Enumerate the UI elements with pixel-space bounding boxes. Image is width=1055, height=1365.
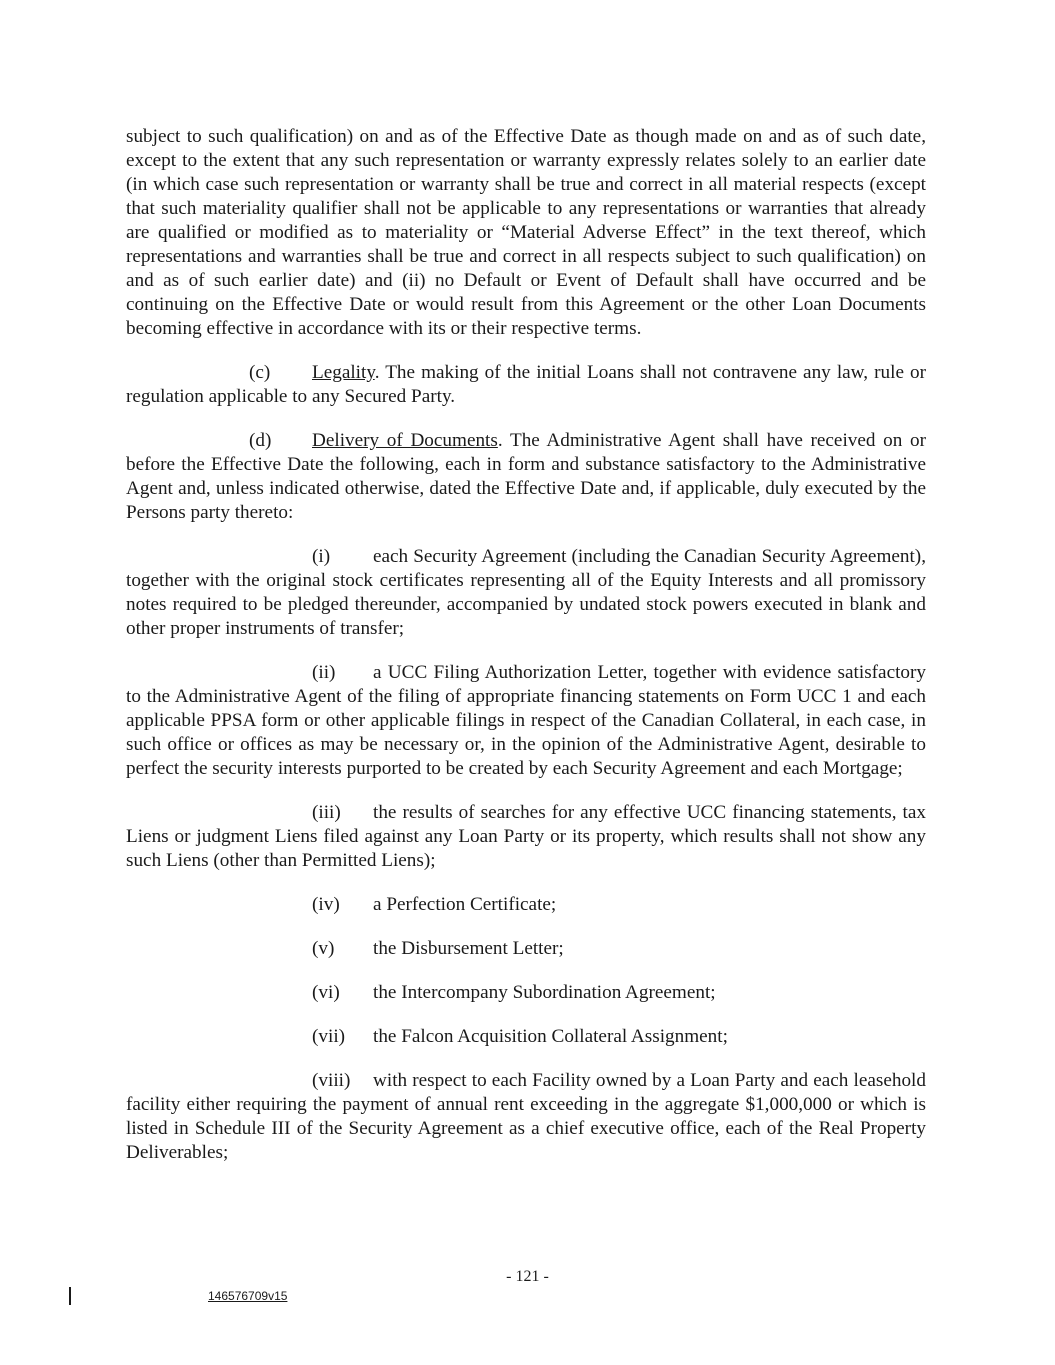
- list-item-text: a Perfection Certificate;: [373, 894, 557, 915]
- revision-bar: [69, 1287, 71, 1305]
- list-item-vii: [126, 1025, 926, 1049]
- document-body: [126, 125, 926, 1185]
- document-id: 146576709v15: [208, 1289, 288, 1303]
- section-d-heading: Delivery of Documents: [312, 430, 498, 451]
- section-d-paragraph: [126, 429, 926, 525]
- section-d-text: . The Administrative Agent shall have received on or before the Effective Date the following, each in form and substance satisfactory to the Administrative Agent and, unless indicated otherwise, dated the Effective Date and, if applicable, duly executed by the Persons party thereto:: [126, 430, 926, 523]
- list-item-number: (v): [312, 938, 335, 959]
- list-item-text: the results of searches for any effective UCC financing statements, tax Liens or judgment Liens filed against any Loan Party or its property, which results shall not show any such Liens (other than Permitted Liens);: [126, 802, 926, 871]
- section-d-number: (d): [249, 430, 272, 451]
- list-item-text: the Disbursement Letter;: [373, 938, 564, 959]
- continuation-paragraph: subject to such qualification) on and as of the Effective Date as though made on and as of such date, except to the extent that any such representation or warranty expressly relates solely to an earlier date (in which case such representation or warranty shall be true and correct in all material respects (except that such materiality qualifier shall not be applicable to any representations or warranties that already are qualified or modified as to materiality or “Material Adverse Effect” in the text thereof, which representations and warranties shall be true and correct in all respects subject to such qualification) on and as of such earlier date) and (ii) no Default or Event of Default shall have occurred and be continuing on the Effective Date or would result from this Agreement or the other Loan Documents becoming effective in accordance with its or their respective terms.: [126, 126, 926, 339]
- list-item-number: (vi): [312, 982, 340, 1003]
- list-item-vi: [126, 981, 926, 1005]
- section-c-heading: Legality: [312, 362, 375, 383]
- list-item-number: (ii): [312, 662, 336, 683]
- section-c-number: (c): [249, 362, 271, 383]
- list-item-iv: [126, 893, 926, 917]
- list-item-text: with respect to each Facility owned by a Loan Party and each leasehold facility either requiring the payment of annual rent exceeding in the aggregate $1,000,000 or which is listed in Schedule III of the Security Agreement as a chief executive office, each of the Real Property Deliverables;: [126, 1070, 926, 1163]
- section-c-text: . The making of the initial Loans shall not contravene any law, rule or regulation applicable to any Secured Party.: [126, 362, 926, 407]
- page-number: - 121 -: [506, 1268, 549, 1285]
- list-item-ii: [126, 661, 926, 781]
- list-item-text: the Falcon Acquisition Collateral Assignment;: [373, 1026, 728, 1047]
- list-item-text: the Intercompany Subordination Agreement;: [373, 982, 716, 1003]
- list-item-text: a UCC Filing Authorization Letter, together with evidence satisfactory to the Administrative Agent of the filing of appropriate financing statements on Form UCC 1 and each applicable PPSA form or other applicable filings in respect of the Canadian Collateral, in each case, in such office or offices as may be necessary or, in the opinion of the Administrative Agent, desirable to perfect the security interests purported to be created by each Security Agreement and each Mortgage;: [126, 662, 926, 779]
- list-item-number: (vii): [312, 1026, 346, 1047]
- list-item-number: (iii): [312, 802, 341, 823]
- list-item-viii: [126, 1069, 926, 1165]
- list-item-number: (viii): [312, 1070, 351, 1091]
- list-item-number: (iv): [312, 894, 340, 915]
- list-item-iii: [126, 801, 926, 873]
- list-item-text: each Security Agreement (including the Canadian Security Agreement), together with the original stock certificates representing all of the Equity Interests and all promissory notes required to be pledged thereunder, accompanied by undated stock powers executed in blank and other proper instruments of transfer;: [126, 546, 926, 639]
- list-item-i: [126, 545, 926, 641]
- section-c-paragraph: [126, 361, 926, 409]
- list-item-v: [126, 937, 926, 961]
- list-item-number: (i): [312, 546, 331, 567]
